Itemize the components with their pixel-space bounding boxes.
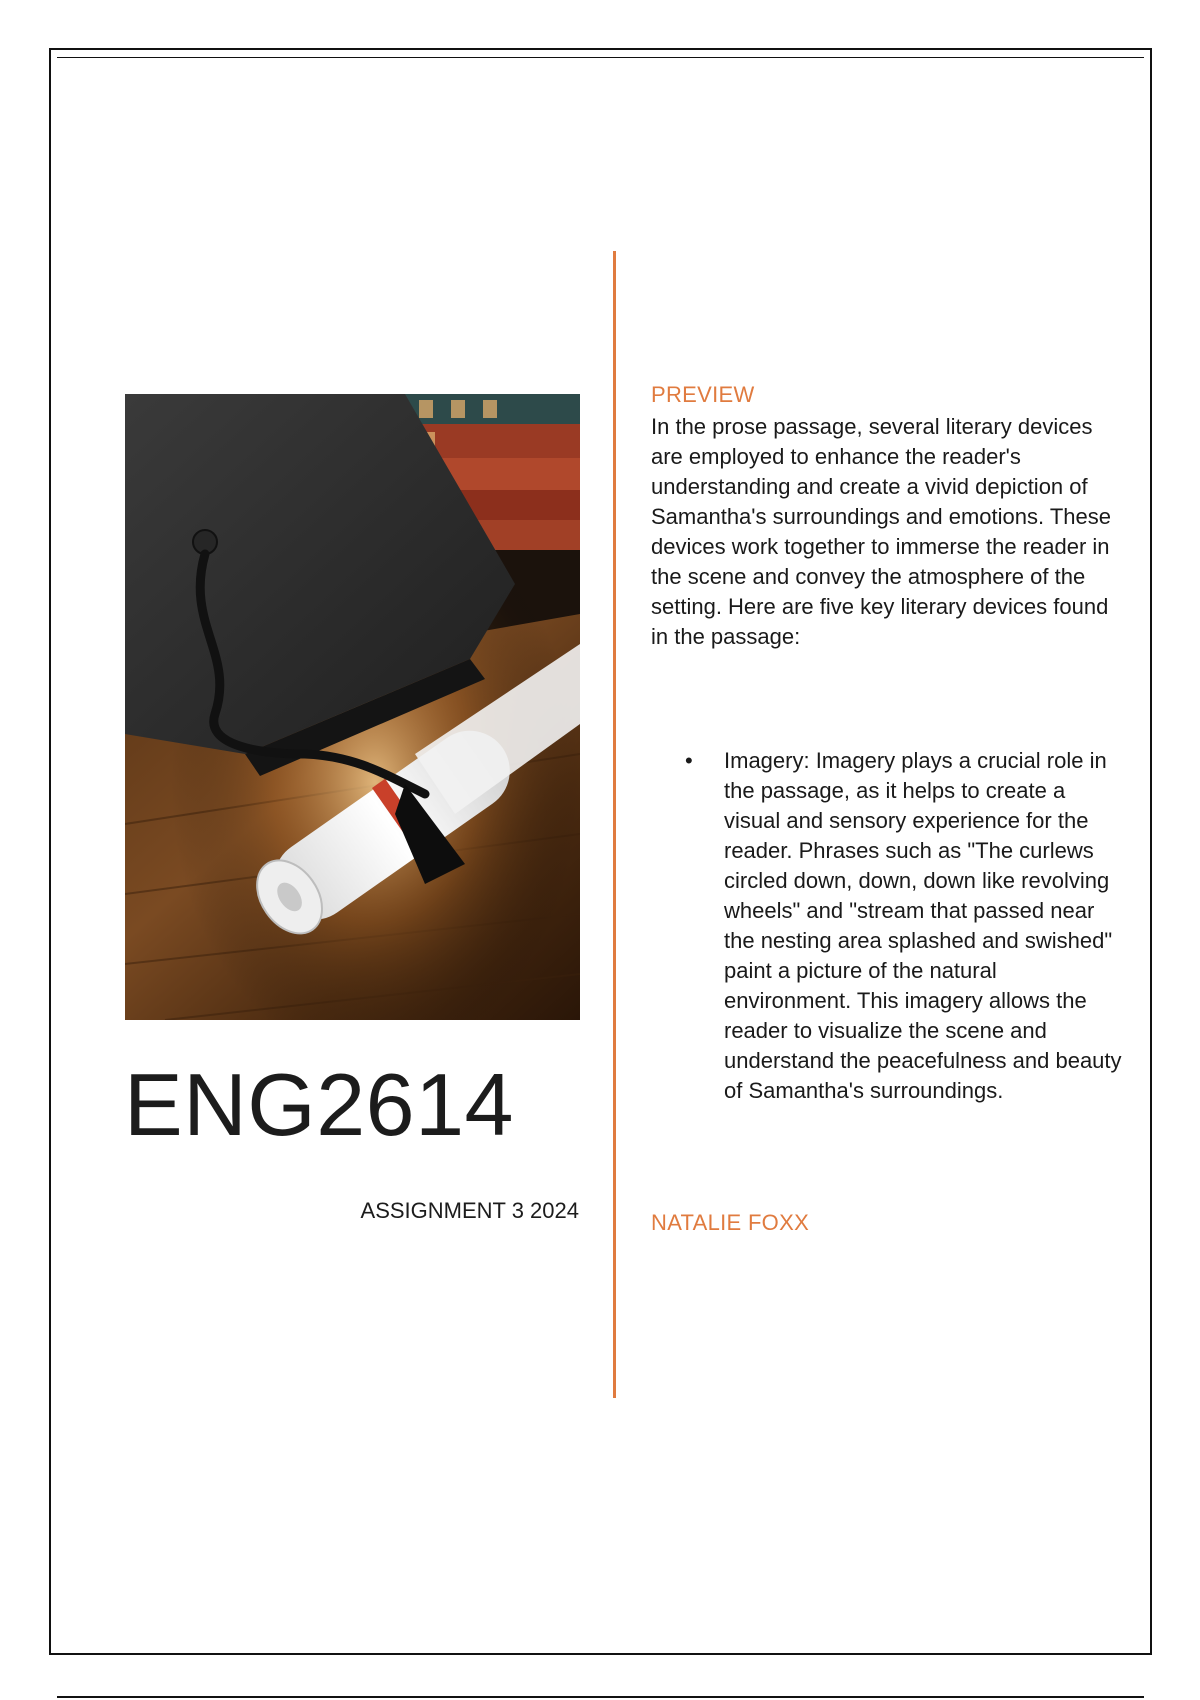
author-name: NATALIE FOXX <box>651 1210 810 1235</box>
assignment-label: ASSIGNMENT 3 2024 <box>360 1198 579 1223</box>
vertical-divider <box>613 251 616 1398</box>
course-code: ENG2614 <box>124 1055 514 1154</box>
next-page-edge <box>57 1696 1144 1698</box>
preview-heading: PREVIEW <box>651 382 755 407</box>
preview-body: In the prose passage, several literary devices are employed to enhance the reader's understanding and create a vivid depiction of Samantha's surroundings and emotions. These devices work together to immerse the reader in the scene and convey the atmosphere of the setting. Here are five key literary devices found in the passage: <box>651 414 1111 649</box>
literary-device-list <box>685 746 1127 1106</box>
cover-photo <box>125 394 580 1020</box>
list-item <box>685 746 1127 1106</box>
page-border-top-rule <box>57 57 1144 58</box>
list-item-text: Imagery: Imagery plays a crucial role in the passage, as it helps to create a visual and sensory experience for the reader. Phrases such as "The curlews circled down, down, down like revolving wheels" and "stream that passed near the nesting area splashed and swished" paint a picture of the natural environment. This imagery allows the reader to visualize the scene and understand the peacefulness and beauty of Samantha's surroundings. <box>724 748 1122 1103</box>
bullet-icon: • <box>685 748 693 773</box>
